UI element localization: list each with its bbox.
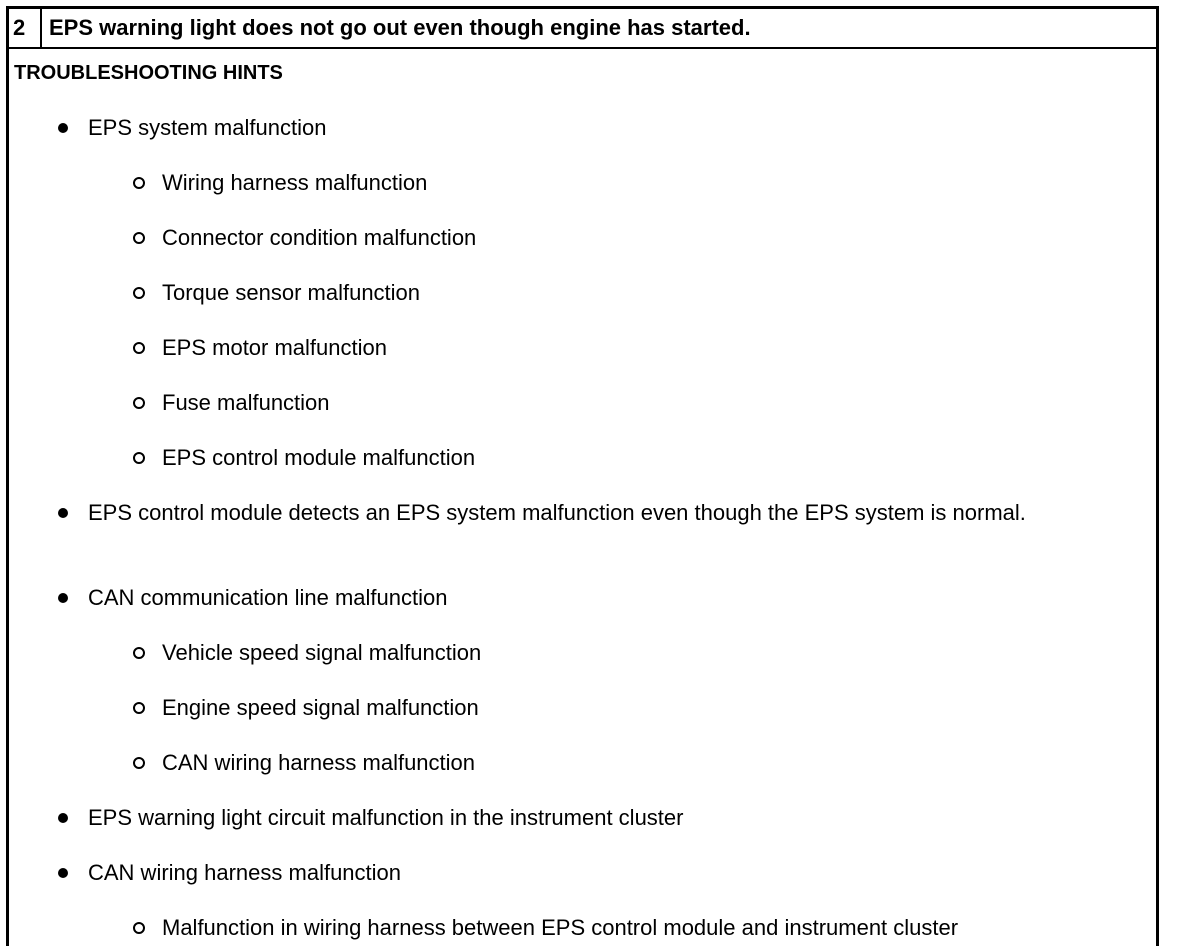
list-item-text: Wiring harness malfunction — [162, 170, 428, 195]
list-item-text: Connector condition malfunction — [162, 225, 477, 250]
hollow-bullet-icon — [133, 342, 145, 354]
list-item — [9, 583, 448, 613]
list-item — [9, 803, 683, 833]
list-item — [9, 223, 476, 253]
step-title: EPS warning light does not go out even though engine has started. — [49, 15, 751, 40]
hollow-bullet-icon — [133, 452, 145, 464]
list-item-text: CAN communication line malfunction — [88, 585, 448, 610]
list-item — [9, 278, 420, 308]
list-item — [9, 748, 475, 778]
list-item-text: Malfunction in wiring harness between EPS control module and instrument cluster — [162, 915, 959, 940]
list-item — [9, 858, 401, 888]
list-item-text: CAN wiring harness malfunction — [88, 860, 402, 885]
hollow-bullet-icon — [133, 287, 145, 299]
document-frame — [6, 6, 1159, 946]
filled-bullet-icon — [58, 593, 68, 603]
list-item — [9, 498, 1088, 528]
step-header — [9, 9, 1156, 49]
list-item — [9, 333, 387, 363]
filled-bullet-icon — [58, 868, 68, 878]
filled-bullet-icon — [58, 813, 68, 823]
list-item — [9, 913, 958, 943]
hollow-bullet-icon — [133, 397, 145, 409]
step-number: 2 — [9, 9, 42, 47]
list-item — [9, 388, 330, 418]
hollow-bullet-icon — [133, 757, 145, 769]
hollow-bullet-icon — [133, 177, 145, 189]
hollow-bullet-icon — [133, 702, 145, 714]
list-item — [9, 638, 481, 668]
list-item-text: EPS warning light circuit malfunction in the instrument cluster — [88, 805, 684, 830]
list-item-text: EPS system malfunction — [88, 115, 327, 140]
list-item — [9, 168, 427, 198]
list-item-text: Engine speed signal malfunction — [162, 695, 479, 720]
filled-bullet-icon — [58, 123, 68, 133]
list-item — [9, 693, 479, 723]
list-item-text: Fuse malfunction — [162, 390, 330, 415]
hollow-bullet-icon — [133, 922, 145, 934]
list-item-text: Torque sensor malfunction — [162, 280, 421, 305]
list-item — [9, 113, 326, 143]
hollow-bullet-icon — [133, 647, 145, 659]
list-item-text: EPS control module malfunction — [162, 445, 476, 470]
list-item-text: Vehicle speed signal malfunction — [162, 640, 482, 665]
hollow-bullet-icon — [133, 232, 145, 244]
section-heading: TROUBLESHOOTING HINTS — [14, 62, 283, 84]
list-item-text: EPS motor malfunction — [162, 335, 387, 360]
filled-bullet-icon — [58, 508, 68, 518]
list-item-text: CAN wiring harness malfunction — [162, 750, 476, 775]
list-item-text: EPS control module detects an EPS system malfunction even though the EPS system is normal. — [88, 500, 1026, 525]
list-item — [9, 443, 475, 473]
